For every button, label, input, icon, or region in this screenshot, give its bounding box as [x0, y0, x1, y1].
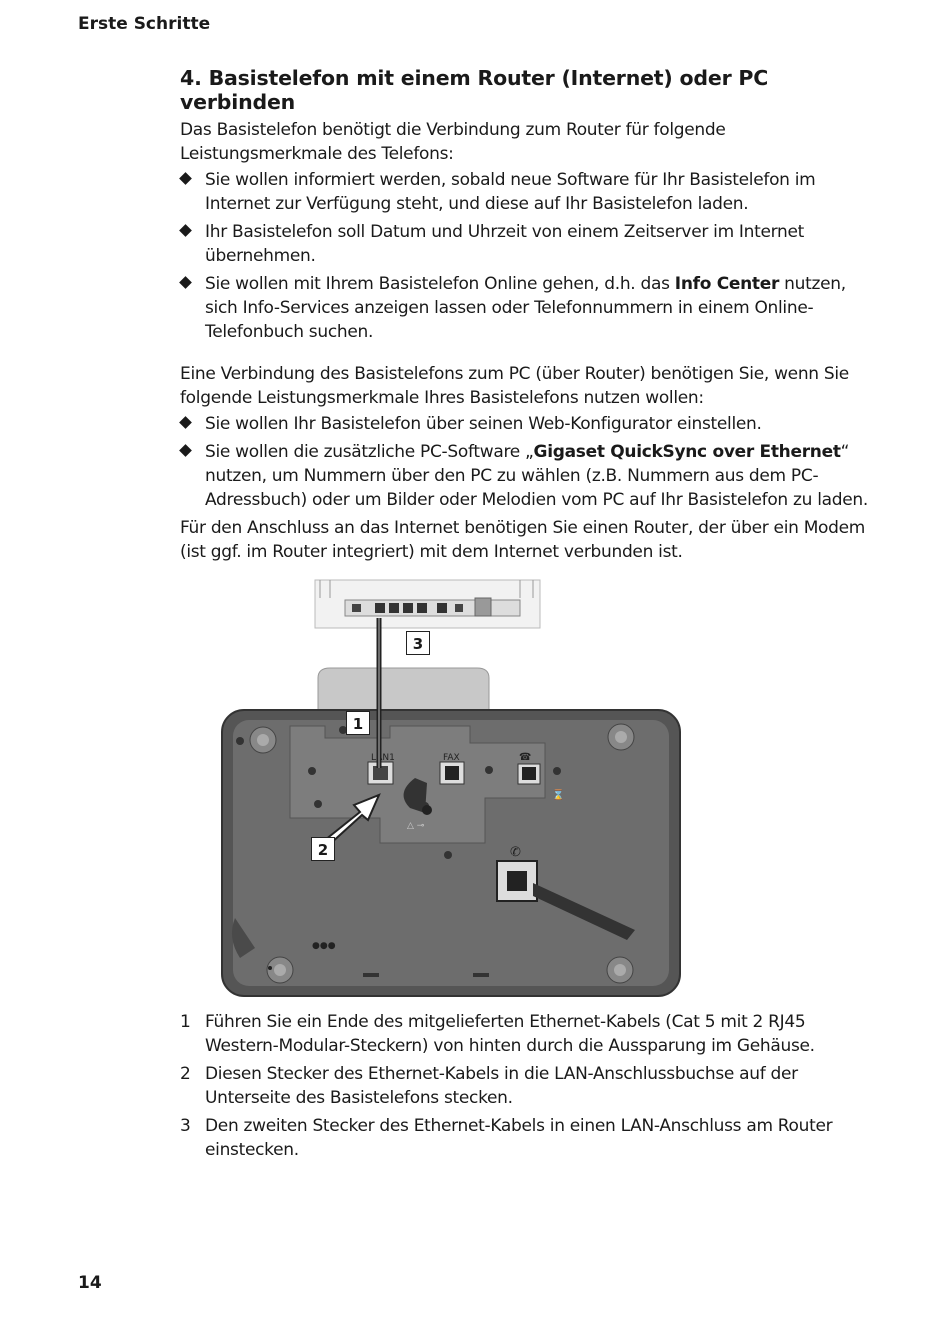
- router-illustration: [315, 580, 540, 628]
- quicksync-term: Gigaset QuickSync over Ethernet: [533, 442, 841, 462]
- svg-text:✆: ✆: [510, 845, 521, 860]
- list-item: Ihr Basistelefon soll Datum und Uhrzeit von einem Zeitserver im Internet übernehmen.: [180, 220, 875, 268]
- section-content: [180, 66, 875, 564]
- step-text: Den zweiten Stecker des Ethernet-Kabels in einen LAN-Anschluss am Router einstecken.: [205, 1116, 833, 1160]
- internet-note-paragraph: Für den Anschluss an das Internet benötigen Sie einen Router, der über ein Modem (ist ggf. im Router integriert) mit dem Internet verbunden ist.: [180, 518, 866, 562]
- list-item: Sie wollen mit Ihrem Basistelefon Online gehen, d.h. das Info Center nutzen, sich Info-Services anzeigen lassen oder Telefonnummern in einem Online-Telefonbuch suchen.: [180, 272, 875, 344]
- step-number: 2: [180, 1064, 191, 1084]
- section-title: 4. Basistelefon mit einem Router (Internet) oder PC verbinden: [180, 66, 769, 114]
- callout-3: 3: [406, 631, 430, 655]
- phone-base-illustration: [222, 710, 680, 996]
- step-text: Diesen Stecker des Ethernet-Kabels in die LAN-Anschlussbuchse auf der Unterseite des Basistelefons stecken.: [205, 1064, 798, 1108]
- step-list: [180, 1010, 875, 1166]
- phone-base-router-illustration: [215, 578, 685, 998]
- step-number: 1: [180, 1012, 191, 1032]
- intro-paragraph: Das Basistelefon benötigt die Verbindung zum Router für folgende Leistungsmerkmale des Telefons:: [180, 120, 726, 164]
- bullet-diamond-icon: [179, 416, 192, 429]
- lan-port-label: LAN1: [371, 753, 395, 763]
- router-feature-list: [180, 168, 875, 344]
- list-item: [180, 1062, 875, 1110]
- svg-text:●●●: ●●●: [312, 941, 336, 951]
- list-item: Sie wollen informiert werden, sobald neue Software für Ihr Basistelefon im Internet zur Verfügung steht, und diese auf Ihr Basistelefon laden.: [180, 168, 875, 216]
- bullet-diamond-icon: [179, 276, 192, 289]
- list-item: Sie wollen die zusätzliche PC-Software „Gigaset QuickSync over Ethernet“ nutzen, um Nummern über den PC zu wählen (z.B. Nummern aus dem PC-Adressbuch) oder um Bilder oder Melodien vom PC auf Ihr Basistelefon zu laden.: [180, 440, 875, 512]
- bullet-diamond-icon: [179, 444, 192, 457]
- router-connection-figure: [215, 578, 685, 998]
- step-text: Führen Sie ein Ende des mitgelieferten Ethernet-Kabels (Cat 5 mit 2 RJ45 Western-Modular-Steckern) von hinten durch die Aussparung im Gehäuse.: [205, 1012, 815, 1056]
- list-item: Sie wollen Ihr Basistelefon über seinen Web-Konfigurator einstellen.: [180, 412, 875, 436]
- svg-text:⌛: ⌛: [552, 790, 565, 801]
- pc-intro-paragraph: Eine Verbindung des Basistelefons zum PC (über Router) benötigen Sie, wenn Sie folgende Leistungsmerkmale Ihres Basistelefons nutzen wollen:: [180, 364, 849, 408]
- svg-text:☎: ☎: [519, 752, 532, 763]
- list-item: [180, 1114, 875, 1162]
- running-head: Erste Schritte: [78, 14, 211, 34]
- fax-port-label: FAX: [443, 753, 460, 763]
- callout-1: 1: [346, 711, 370, 735]
- bullet-diamond-icon: [179, 224, 192, 237]
- info-center-term: Info Center: [674, 274, 780, 294]
- pc-feature-list: [180, 412, 875, 512]
- bullet-diamond-icon: [179, 172, 192, 185]
- svg-text:△ ⊸: △ ⊸: [407, 821, 425, 831]
- step-number: 3: [180, 1116, 191, 1136]
- list-item: [180, 1010, 875, 1058]
- callout-2: 2: [311, 837, 335, 861]
- page-number: 14: [78, 1273, 102, 1293]
